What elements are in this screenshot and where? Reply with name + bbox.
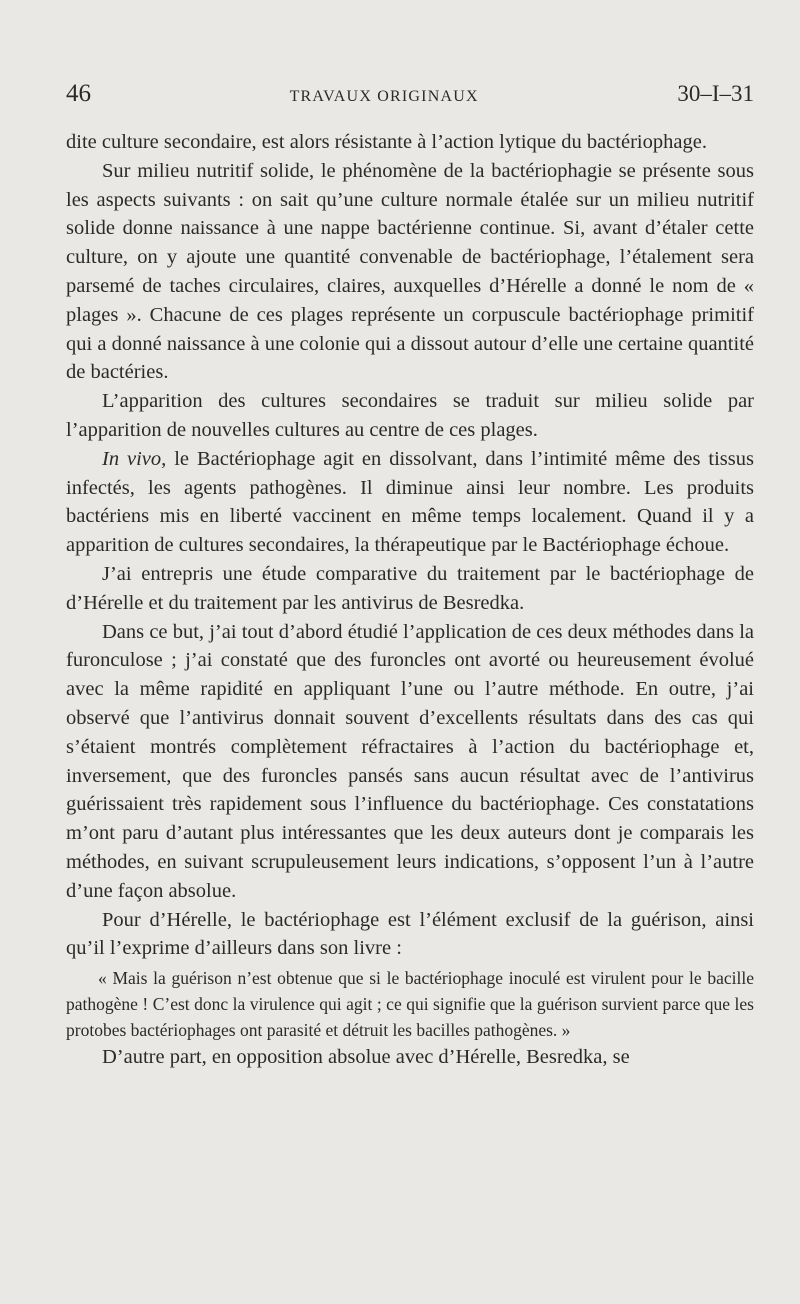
paragraph-text: le Bactériophage agit en dissolvant, dans l’intimité même des tissus infectés, les agents pathogènes. Il diminue ainsi leur nombre. Les produits bactériens mis en liberté vaccinent en même temps localement. Quand il y a apparition de cultures secondaires, la thérapeutique par le Bactériophage échoue.	[66, 447, 754, 557]
paragraph: Pour d’Hérelle, le bactériophage est l’élément exclusif de la guérison, ainsi qu’il l’exprime d’ailleurs dans son livre :	[66, 908, 754, 960]
page-header	[66, 80, 754, 114]
body-text	[66, 128, 754, 1072]
in-vivo-term: In vivo,	[102, 447, 167, 470]
paragraph: dite culture secondaire, est alors résistante à l’action lytique du bactériophage.	[66, 131, 707, 153]
block-quote: « Mais la guérison n’est obtenue que si le bactériophage inoculé est virulent pour le bacille pathogène ! C’est donc la virulence qui agit ; ce qui signifie que la guérison survient parce que les protobes bactériophages ont parasité et détruit les bacilles pathogènes. »	[66, 968, 754, 1041]
paragraph: Sur milieu nutritif solide, le phénomène de la bactériophagie se présente sous les aspects suivants : on sait qu’une culture normale étalée sur un milieu nutritif solide donne naissance à une nappe bactérienne continue. Si, avant d’étaler cette culture, on y ajoute une quantité convenable de bactériophage, l’étalement sera parsemé de taches circulaires, claires, auxquelles d’Hérelle a donné le nom de « plages ». Chacune de ces plages représente un corpuscule bactériophage primitif qui a donné naissance à une colonie qui a dissout autour d’elle une certaine quantité de bactéries.	[66, 159, 754, 384]
paragraph: Dans ce but, j’ai tout d’abord étudié l’application de ces deux méthodes dans la furonculose ; j’ai constaté que des furoncles ont avorté ou heureusement évolué avec la même rapidité en appliquant l’une ou l’autre méthode. En outre, j’ai observé que l’antivirus donnait souvent d’excellents résultats dans des cas qui s’étaient montrés complètement réfractaires à l’action du bactériophage et, inversement, que des furoncles pansés sans aucun résultat avec de l’antivirus guérissaient très rapidement sous l’influence du bactériophage. Ces constatations m’ont paru d’autant plus intéressantes que les deux auteurs dont je comparais les méthodes, en suivant scrupuleusement leurs indications, s’opposent l’un à l’autre d’une façon absolue.	[66, 620, 754, 902]
running-title: TRAVAUX ORIGINAUX	[289, 88, 479, 105]
paragraph: J’ai entrepris une étude comparative du traitement par le bactériophage de d’Hérelle et du traitement par les antivirus de Besredka.	[66, 562, 754, 614]
paragraph: D’autre part, en opposition absolue avec d’Hérelle, Besredka, se	[102, 1046, 630, 1069]
paragraph: L’apparition des cultures secondaires se traduit sur milieu solide par l’apparition de nouvelles cultures au centre de ces plages.	[66, 390, 754, 441]
paragraph-in-vivo	[66, 445, 754, 560]
page-number: 46	[66, 80, 91, 107]
issue-code: 30–I–31	[677, 81, 754, 106]
